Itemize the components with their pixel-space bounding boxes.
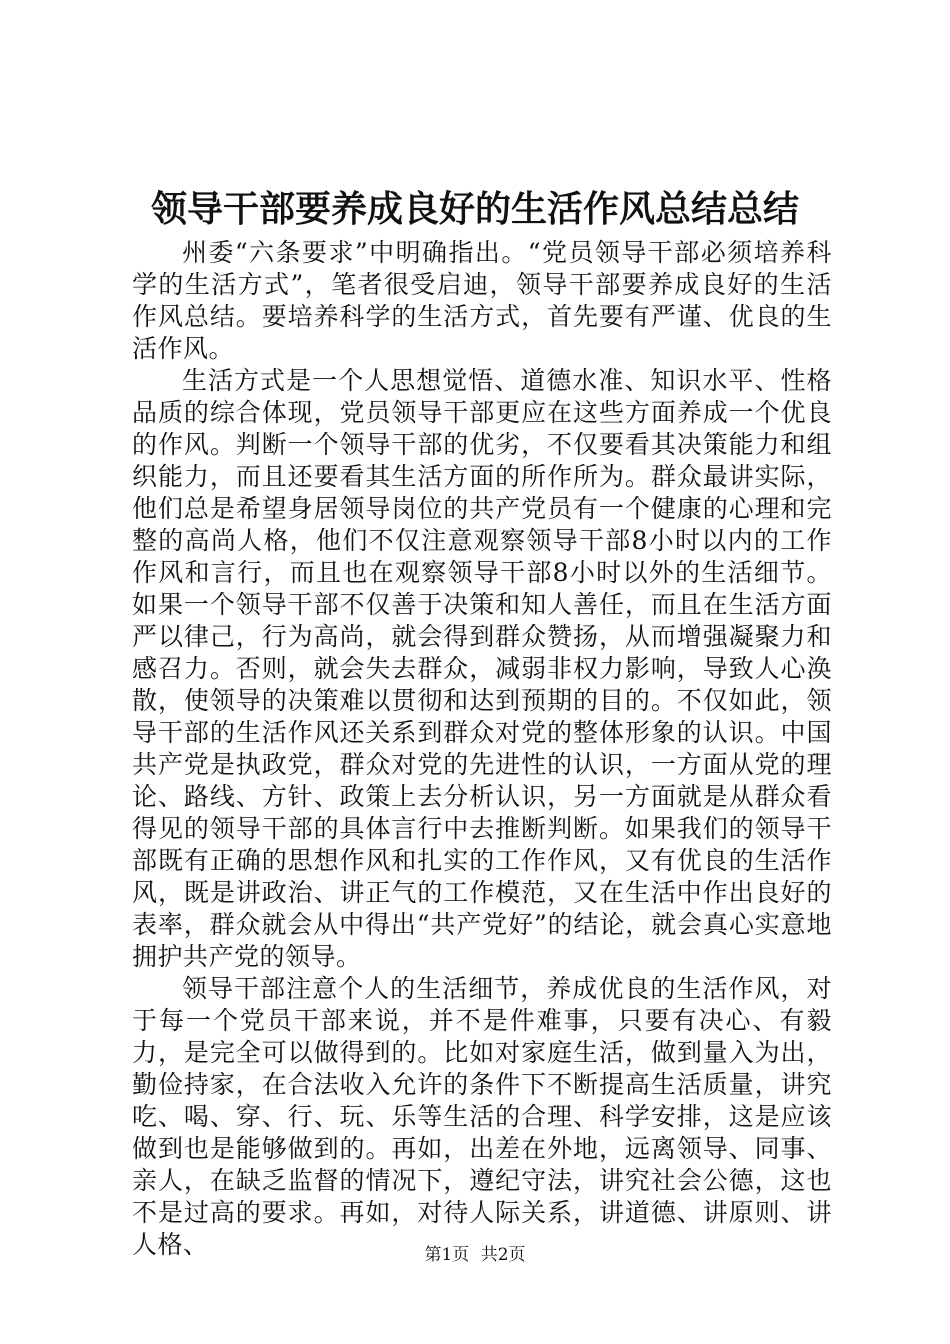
paragraph: 生活方式是一个人思想觉悟、道德水准、知识水平、性格品质的综合体现，党员领导干部更应在这些方面养成一个优良的作风。判断一个领导干部的优劣，不仅要看其决策能力和组织能力，而且还要看其生活方面的所作所为。群众最讲实际，他们总是希望身居领导岗位的共产党员有一个健康的心理和完整的高尚人格，他们不仅注意观察领导干部8小时以内的工作作风和言行，而且也在观察领导干部8小时以外的生活细节。如果一个领导干部不仅善于决策和知人善任，而且在生活方面严以律己，行为高尚，就会得到群众赞扬，从而增强凝聚力和感召力。否则，就会失去群众，减弱非权力影响，导致人心涣散，使领导的决策难以贯彻和达到预期的目的。不仅如此，领导干部的生活作风还关系到群众对党的整体形象的认识。中国共产党是执政党，群众对党的先进性的认识，一方面从党的理论、路线、方针、政策上去分析认识，另一方面就是从群众看得见的领导干部的具体言行中去推断判断。如果我们的领导干部既有正确的思想作风和扎实的工作作风，又有优良的生活作风，既是讲政治、讲正气的工作模范，又在生活中作出良好的表率，群众就会从中得出“共产党好”的结论，就会真心实意地拥护共产党的领导。	[132, 366, 832, 971]
document-body	[132, 237, 832, 1261]
paragraph: 州委“六条要求”中明确指出。“党员领导干部必须培养科学的生活方式”，笔者很受启迪，领导干部要养成良好的生活作风总结。要培养科学的生活方式，首先要有严谨、优良的生活作风。	[132, 238, 832, 363]
page-number: 第1页	[424, 1245, 470, 1265]
page-footer	[0, 1244, 950, 1266]
paragraph: 领导干部注意个人的生活细节，养成优良的生活作风，对于每一个党员干部来说，并不是件难事，只要有决心、有毅力，是完全可以做得到的。比如对家庭生活，做到量入为出，勤俭持家，在合法收入允许的条件下不断提高生活质量，讲究吃、喝、穿、行、玩、乐等生活的合理、科学安排，这是应该做到也是能够做到的。再如，出差在外地，远离领导、同事、亲人，在缺乏监督的情况下，遵纪守法，讲究社会公德，这也不是过高的要求。再如，对待人际关系，讲道德、讲原则、讲人格、	[132, 974, 832, 1259]
document-title: 领导干部要养成良好的生活作风总结总结	[150, 188, 799, 230]
page-total: 共2页	[480, 1245, 526, 1265]
